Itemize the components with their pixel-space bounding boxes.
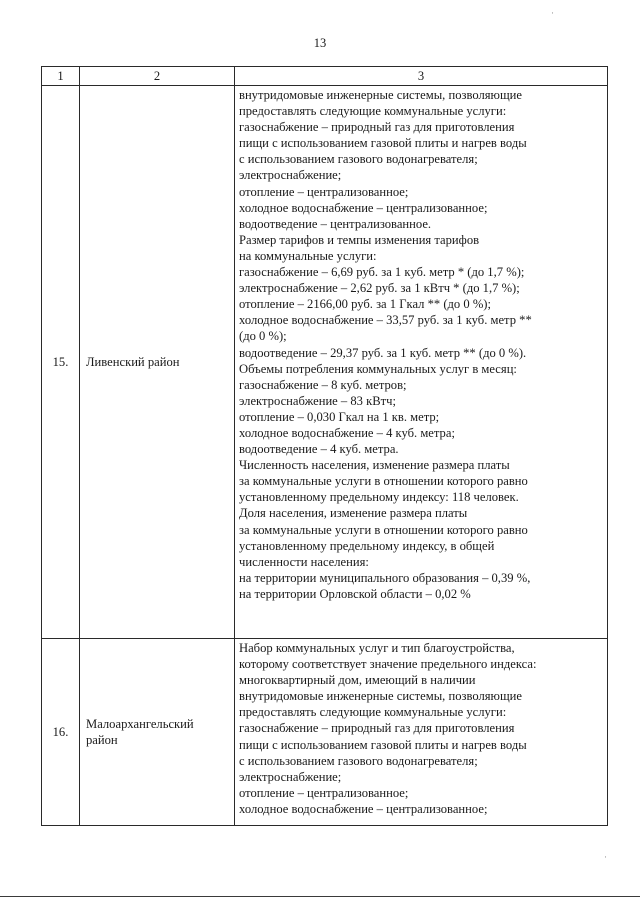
text-line: на территории муниципального образования – 0,39 %, bbox=[239, 570, 531, 585]
table-row bbox=[42, 639, 608, 826]
district-name bbox=[80, 639, 235, 826]
district-name bbox=[80, 86, 235, 639]
text-line: многоквартирный дом, имеющий в наличии bbox=[239, 673, 476, 688]
text-line: газоснабжение – природный газ для приготовления bbox=[239, 120, 515, 135]
text-line: отопление – 2166,00 руб. за 1 Гкал ** (до 0 %); bbox=[239, 297, 492, 312]
table-header-row bbox=[42, 67, 608, 86]
text-line: на территории Орловской области – 0,02 % bbox=[239, 586, 471, 601]
page-number: 13 bbox=[313, 36, 327, 50]
text-line: газоснабжение – природный газ для приготовления bbox=[239, 721, 515, 736]
text-line: Размер тарифов и темпы изменения тарифов bbox=[239, 232, 480, 247]
text-line: пищи с использованием газовой плиты и нагрев воды bbox=[239, 737, 527, 752]
text-line: холодное водоснабжение – 33,57 руб. за 1 куб. метр ** bbox=[239, 313, 532, 328]
text-line: установленному предельному индексу, в общей bbox=[239, 538, 495, 553]
text-line: электроснабжение; bbox=[239, 769, 342, 784]
scan-speck: · bbox=[604, 852, 607, 862]
text-line: отопление – централизованное; bbox=[239, 785, 409, 800]
row-number: 16. bbox=[42, 639, 80, 826]
table-row bbox=[42, 86, 608, 639]
text-line: с использованием газового водонагревателя; bbox=[239, 152, 478, 167]
text-line: газоснабжение – 6,69 руб. за 1 куб. метр * (до 1,7 %); bbox=[239, 265, 525, 280]
header-col-2: 2 bbox=[80, 67, 235, 86]
header-col-3: 3 bbox=[235, 67, 608, 86]
row-description bbox=[235, 86, 608, 639]
text-line: Численность населения, изменение размера платы bbox=[239, 458, 510, 473]
text-line: которому соответствует значение предельного индекса: bbox=[239, 657, 537, 672]
text-line: Объемы потребления коммунальных услуг в месяц: bbox=[239, 361, 517, 376]
text-line: отопление – централизованное; bbox=[239, 184, 409, 199]
text-line: электроснабжение – 83 кВтч; bbox=[239, 393, 396, 408]
row-number: 15. bbox=[42, 86, 80, 639]
text-line: пищи с использованием газовой плиты и нагрев воды bbox=[239, 136, 527, 151]
text-line: предоставлять следующие коммунальные услуги: bbox=[239, 104, 507, 119]
text-line: водоотведение – 29,37 руб. за 1 куб. метр ** (до 0 %). bbox=[239, 345, 527, 360]
text-line: водоотведение – 4 куб. метра. bbox=[239, 442, 399, 457]
text-line: установленному предельному индексу: 118 человек. bbox=[239, 490, 519, 505]
scan-speck: · bbox=[551, 8, 554, 18]
text-line: внутридомовые инженерные системы, позволяющие bbox=[239, 689, 522, 704]
text-line: внутридомовые инженерные системы, позволяющие bbox=[239, 88, 522, 102]
text-line: водоотведение – централизованное. bbox=[239, 216, 432, 231]
district-name-line: Малоархангельский bbox=[86, 716, 194, 731]
text-line: на коммунальные услуги: bbox=[239, 248, 377, 263]
tariff-table bbox=[41, 66, 608, 826]
text-line: электроснабжение; bbox=[239, 168, 342, 183]
row-description bbox=[235, 639, 608, 826]
text-line: предоставлять следующие коммунальные услуги: bbox=[239, 705, 507, 720]
text-line: за коммунальные услуги в отношении которого равно bbox=[239, 474, 528, 489]
text-line: холодное водоснабжение – централизованное; bbox=[239, 200, 488, 215]
text-line: с использованием газового водонагревателя; bbox=[239, 753, 478, 768]
text-line: электроснабжение – 2,62 руб. за 1 кВтч * (до 1,7 %); bbox=[239, 281, 520, 296]
text-line: холодное водоснабжение – централизованное; bbox=[239, 801, 488, 816]
district-name-line: Ливенский район bbox=[86, 354, 180, 369]
text-line: газоснабжение – 8 куб. метров; bbox=[239, 377, 407, 392]
page-bottom-edge bbox=[0, 896, 640, 897]
text-line: Доля населения, изменение размера платы bbox=[239, 506, 468, 521]
text-line: численности населения: bbox=[239, 554, 369, 569]
text-line: отопление – 0,030 Гкал на 1 кв. метр; bbox=[239, 409, 440, 424]
text-line: за коммунальные услуги в отношении которого равно bbox=[239, 522, 528, 537]
text-line: Набор коммунальных услуг и тип благоустройства, bbox=[239, 641, 515, 655]
district-name-line: район bbox=[86, 733, 118, 747]
text-line: холодное водоснабжение – 4 куб. метра; bbox=[239, 425, 455, 440]
text-line: (до 0 %); bbox=[239, 329, 287, 344]
header-col-1: 1 bbox=[42, 67, 80, 86]
